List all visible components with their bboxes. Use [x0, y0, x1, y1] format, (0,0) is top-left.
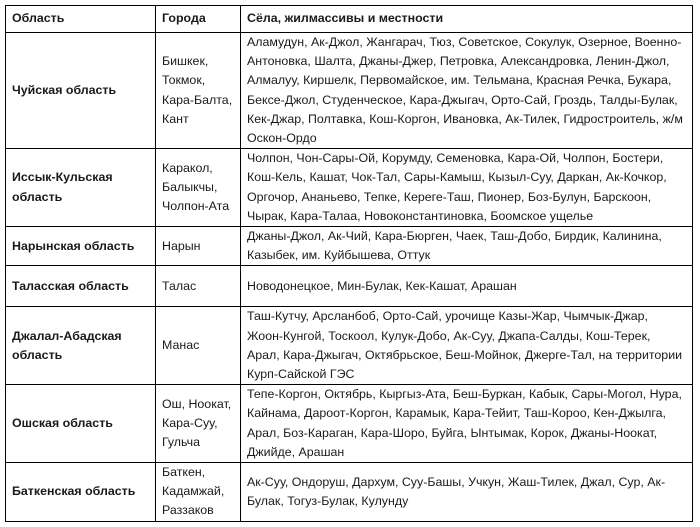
cities-cell: Нарын [156, 227, 241, 266]
region-cell: Ошская область [6, 385, 156, 463]
cities-cell: Бишкек, Токмок, Кара-Балта, Кант [156, 33, 241, 149]
region-cell: Таласская область [6, 266, 156, 307]
table-row [6, 149, 693, 227]
header-cities: Города [156, 6, 241, 33]
table-header-row [6, 6, 693, 33]
region-cell: Иссык-Кульская область [6, 149, 156, 227]
villages-cell: Тепе-Коргон, Октябрь, Кыргыз-Ата, Беш-Буркан, Кабык, Сары-Могол, Нура, Кайнама, Дароот-Коргон, Карамык, Кара-Тейит, Таш-Короо, Кен-Джылга, Арал, Боз-Караган, Кара-Шоро, Буйга, Ынтымак, Корок, Джаны-Ноокат, Джийде, Арашан [241, 385, 693, 463]
region-cell: Баткенская область [6, 463, 156, 522]
region-cell: Нарынская область [6, 227, 156, 266]
villages-cell: Джаны-Джол, Ак-Чий, Кара-Бюрген, Чаек, Таш-Добо, Бирдик, Калинина, Казыбек, им. Куйбышева, Оттук [241, 227, 693, 266]
table-row [6, 33, 693, 149]
table-row [6, 266, 693, 307]
villages-cell: Новодонецкое, Мин-Булак, Кек-Кашат, Арашан [241, 266, 693, 307]
cities-cell: Манас [156, 307, 241, 385]
villages-cell: Ак-Суу, Ондоруш, Дархум, Суу-Башы, Учкун, Жаш-Тилек, Джал, Сур, Ак-Булак, Тогуз-Булак, Кулунду [241, 463, 693, 522]
villages-cell: Чолпон, Чон-Сары-Ой, Корумду, Семеновка, Кара-Ой, Чолпон, Бостери, Кош-Кель, Кашат, Чок-Тал, Сары-Камыш, Кызыл-Суу, Даркан, Ак-Кочкор, Оргочор, Ананьево, Тепке, Кереге-Таш, Пионер, Боз-Булун, Барскоон, Чырак, Кара-Талаа, Новоконстантиновка, Боомское ущелье [241, 149, 693, 227]
cities-cell: Талас [156, 266, 241, 307]
region-cell: Джалал-Абадская область [6, 307, 156, 385]
table-row [6, 463, 693, 522]
cities-cell: Ош, Ноокат, Кара-Суу, Гульча [156, 385, 241, 463]
cities-cell: Баткен, Кадамжай, Раззаков [156, 463, 241, 522]
table-row [6, 385, 693, 463]
cities-cell: Каракол, Балыкчы, Чолпон-Ата [156, 149, 241, 227]
table-row [6, 227, 693, 266]
regions-table [5, 5, 693, 522]
header-villages: Сёла, жилмассивы и местности [241, 6, 693, 33]
table-row [6, 307, 693, 385]
region-cell: Чуйская область [6, 33, 156, 149]
header-region: Область [6, 6, 156, 33]
villages-cell: Таш-Кутчу, Арсланбоб, Орто-Сай, урочище Казы-Жар, Чымчык-Джар, Жоон-Кунгой, Тоскоол, Кулук-Добо, Ак-Суу, Джапа-Салды, Кош-Терек, Арал, Кара-Джыгач, Октябрьское, Беш-Мойнок, Джерге-Тал, на территории Курп-Сайской ГЭС [241, 307, 693, 385]
villages-cell: Аламудун, Ак-Джол, Жангарач, Тюз, Советское, Сокулук, Озерное, Военно-Антоновка, Шалта, Джаны-Джер, Петровка, Александровка, Ленин-Джол, Алмалуу, Киршелк, Первомайское, им. Тельмана, Красная Речка, Букара, Бексе-Джол, Студенческое, Кара-Джыгач, Орто-Сай, Гроздь, Талды-Булак, Кек-Джар, Полтавка, Кош-Коргон, Ивановка, Ак-Тилек, Гидростроитель, ж/м Оскон-Ордо [241, 33, 693, 149]
